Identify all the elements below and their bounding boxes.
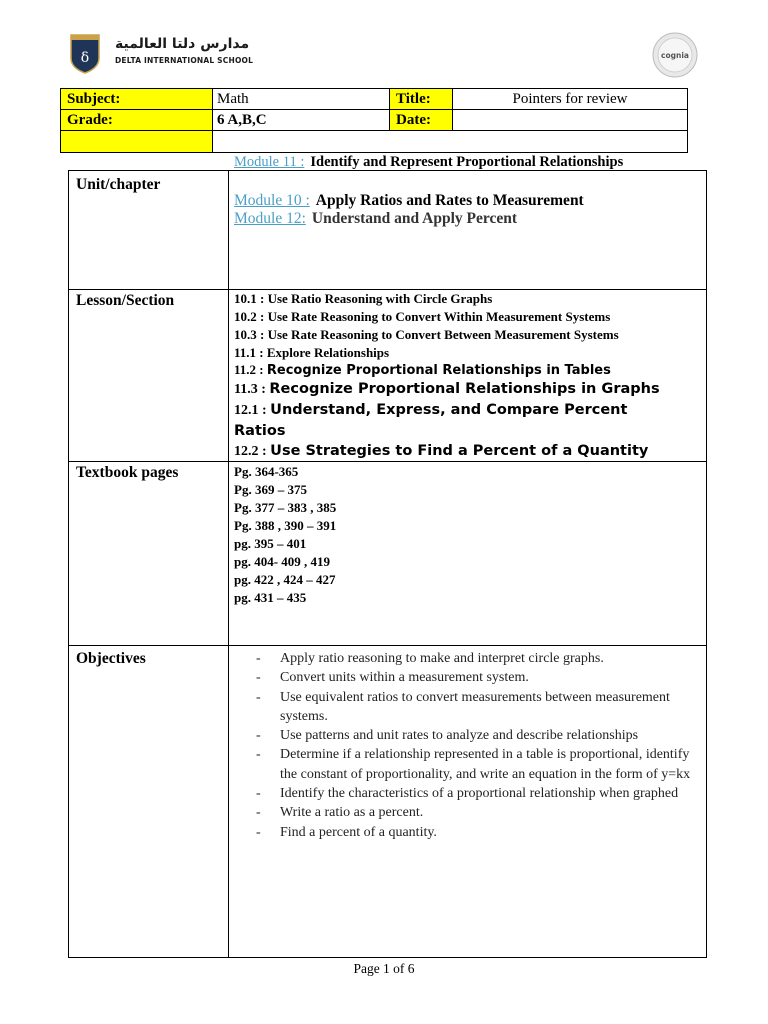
textbook-pages-label: Textbook pages (76, 464, 179, 481)
page-range: pg. 395 – 401 (234, 536, 307, 551)
school-name-arabic: مدارس دلتا العالمية (115, 36, 250, 52)
module-11-title: Identify and Represent Proportional Relationships (310, 154, 624, 170)
school-logo-icon (70, 34, 100, 74)
module-10-title: Apply Ratios and Rates to Measurement (315, 192, 584, 209)
row-divider (68, 289, 707, 290)
module-11-link[interactable]: Module 11 : (234, 154, 305, 170)
lesson-item: Ratios (234, 423, 286, 439)
page-range: Pg. 369 – 375 (234, 482, 307, 497)
unit-chapter-label: Unit/chapter (76, 176, 161, 193)
row-divider (68, 645, 707, 646)
cognia-accreditation-icon (652, 32, 698, 78)
lesson-item: 12.2 : Use Strategies to Find a Percent of a Quantity (234, 443, 649, 459)
objective-item: - Find a percent of a quantity. (256, 823, 702, 842)
page-number: Page 1 of 6 (353, 961, 415, 976)
module-10 (234, 192, 584, 210)
title-label: Title: (389, 88, 453, 110)
module-10-link[interactable]: Module 10 : (234, 192, 310, 209)
date-value[interactable] (452, 109, 688, 131)
page-range: Pg. 388 , 390 – 391 (234, 518, 337, 533)
objective-item: - Identify the characteristics of a proportional relationship when graphed (256, 784, 702, 803)
page-range: Pg. 364-365 (234, 464, 299, 479)
textbook-pages-list (234, 463, 336, 607)
page-range: pg. 422 , 424 – 427 (234, 572, 336, 587)
lesson-item: 11.2 : Recognize Proportional Relationships in Tables (234, 362, 611, 378)
lesson-item: 10.1 : Use Ratio Reasoning with Circle Graphs (234, 291, 493, 306)
subject-label: Subject: (60, 88, 213, 110)
date-label: Date: (389, 109, 453, 131)
module-12-link[interactable]: Module 12: (234, 210, 306, 227)
page-range: pg. 404- 409 , 419 (234, 554, 331, 569)
objective-item: - Convert units within a measurement system. (256, 668, 702, 687)
svg-text:δ: δ (80, 50, 90, 66)
lesson-item: 12.1 : Understand, Express, and Compare Percent (234, 402, 628, 418)
objectives-list (256, 649, 702, 842)
module-12 (234, 210, 517, 228)
objective-item: - Use equivalent ratios to convert measurements between measurement systems. (256, 688, 702, 727)
lesson-item: 11.1 : Explore Relationships (234, 345, 390, 360)
lesson-item: 10.3 : Use Rate Reasoning to Convert Between Measurement Systems (234, 327, 619, 342)
objective-item: - Determine if a relationship represented in a table is proportional, identify the constant of proportionality, and write an equation in the form of y=kx (256, 745, 702, 784)
school-name-english: DELTA INTERNATIONAL SCHOOL (115, 56, 254, 65)
module-11 (234, 154, 623, 171)
empty-label-cell (60, 130, 213, 153)
svg-text:cognia: cognia (661, 51, 689, 60)
lesson-section-label: Lesson/Section (76, 292, 175, 309)
lesson-item: 11.3 : Recognize Proportional Relationships in Graphs (234, 381, 660, 397)
module-12-title: Understand and Apply Percent (311, 210, 518, 227)
objectives-label: Objectives (76, 650, 146, 667)
grade-label: Grade: (60, 109, 213, 131)
row-divider (68, 461, 707, 462)
lesson-item: 10.2 : Use Rate Reasoning to Convert Within Measurement Systems (234, 309, 611, 324)
grade-value: 6 A,B,C (212, 109, 390, 131)
title-value: Pointers for review (452, 88, 688, 110)
objective-item: - Apply ratio reasoning to make and interpret circle graphs. (256, 649, 702, 668)
page-range: Pg. 377 – 383 , 385 (234, 500, 337, 515)
page-range: pg. 431 – 435 (234, 590, 307, 605)
objective-item: - Write a ratio as a percent. (256, 803, 702, 822)
empty-value-cell (212, 130, 688, 153)
objective-item: - Use patterns and unit rates to analyze and describe relationships (256, 726, 702, 745)
subject-value: Math (212, 88, 390, 110)
